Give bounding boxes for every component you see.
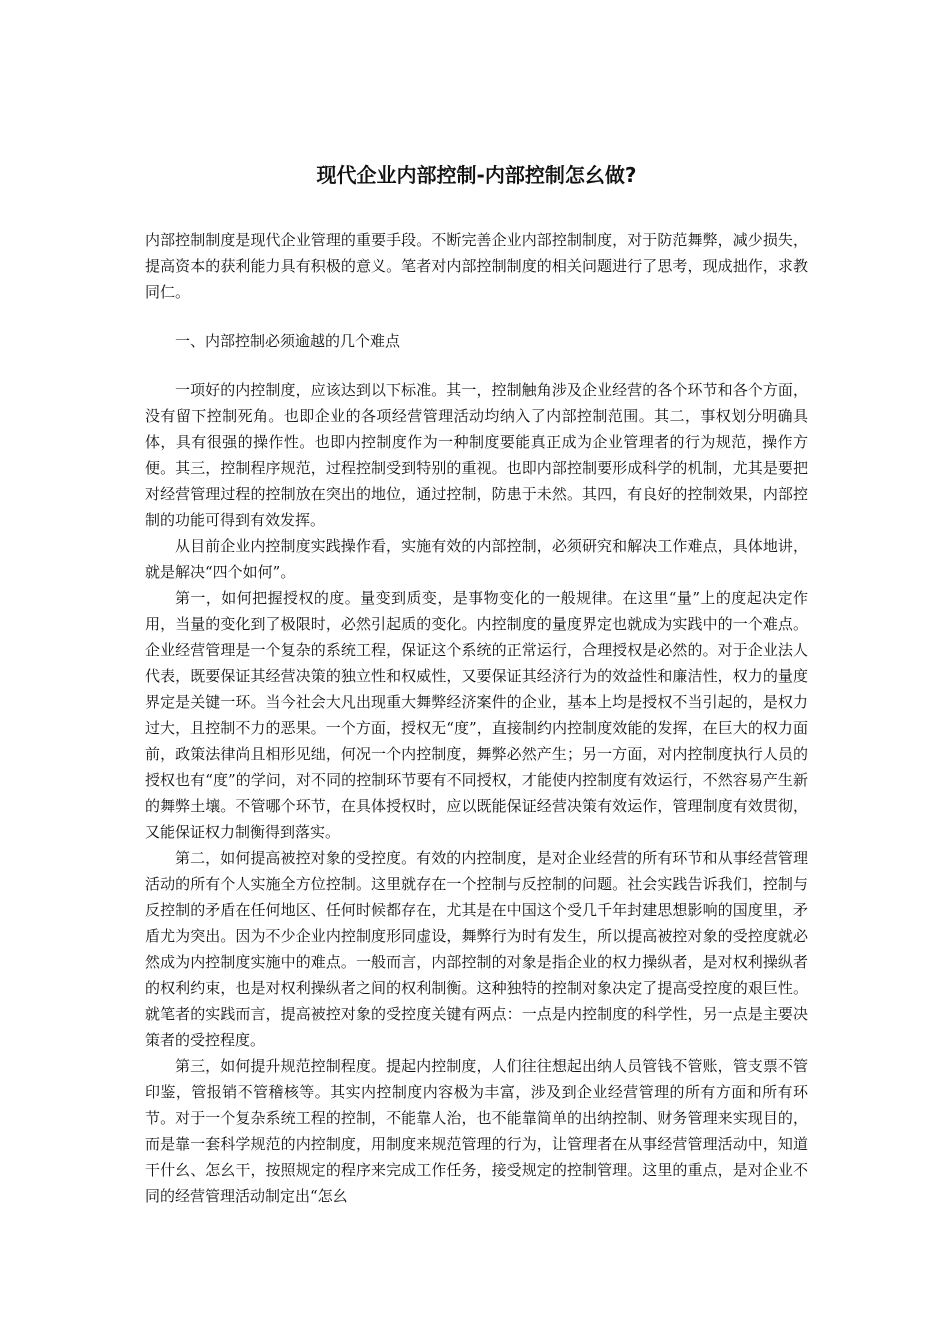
body-paragraph: 第一，如何把握授权的度。量变到质变，是事物变化的一般规律。在这里“量”上的度起决定作用，当量的变化到了极限时，必然引起质的变化。内控制度的量度界定也就成为实践中的一个难点。企业经营管理是一个复杂的系统工程，保证这个系统的正常运行，合理授权是必然的。对于企业法人代表，既要保证其经营决策的独立性和权威性，又要保证其经济行为的效益性和廉洁性，权力的量度界定是关键一环。当今社会大凡出现重大舞弊经济案件的企业，基本上均是授权不当引起的，是权力过大，且控制不力的恶果。一个方面，授权无“度”，直接制约内控制度效能的发挥，在巨大的权力面前，政策法律尚且相形见绌，何况一个内控制度，舞弊必然产生；另一方面，对内控制度执行人员的授权也有“度”的学问，对不同的控制环节要有不同授权，才能使内控制度有效运行，不然容易产生新的舞弊土壤。不管哪个环节，在具体授权时，应以既能保证经营决策有效运作，管理制度有效贯彻，又能保证权力制衡得到落实。 bbox=[145, 589, 808, 841]
body-paragraph: 第三，如何提升规范控制程度。提起内控制度，人们往往想起出纳人员管钱不管账，管支票不管印鉴，管报销不管稽核等。其实内控制度内容极为丰富，涉及到企业经营管理的所有方面和所有环节。对于一个复杂系统工程的控制，不能靠人治，也不能靠简单的出纳控制、财务管理来实现目的，而是靠一套科学规范的内控制度，用制度来规范管理的行为，让管理者在从事经营管理活动中，知道干什幺、怎幺干，按照规定的程序来完成工作任务，接受规定的控制管理。这里的重点，是对企业不同的经营管理活动制定出“怎幺 bbox=[145, 1057, 808, 1205]
section-heading: 一、内部控制必须逾越的几个难点 bbox=[175, 332, 401, 350]
body-paragraph: 一项好的内控制度，应该达到以下标准。其一，控制触角涉及企业经营的各个环节和各个方面，没有留下控制死角。也即企业的各项经营管理活动均纳入了内部控制范围。其二，事权划分明确具体，具有很强的操作性。也即内控制度作为一种制度要能真正成为企业管理者的行为规范，操作方便。其三，控制程序规范，过程控制受到特别的重视。也即内部控制要形成科学的机制，尤其是要把对经营管理过程的控制放在突出的地位，通过控制，防患于未然。其四，有良好的控制效果，内部控制的功能可得到有效发挥。 bbox=[145, 381, 808, 529]
body-paragraph: 从目前企业内控制度实践操作看，实施有效的内部控制，必须研究和解决工作难点，具体地讲，就是解决“四个如何”。 bbox=[145, 537, 808, 581]
page-title: 现代企业内部控制-内部控制怎幺做? bbox=[316, 163, 637, 187]
body-paragraph: 第二，如何提高被控对象的受控度。有效的内控制度，是对企业经营的所有环节和从事经营管理活动的所有个人实施全方位控制。这里就存在一个控制与反控制的问题。社会实践告诉我们，控制与反控制的矛盾在任何地区、任何时候都存在，尤其是在中国这个受几千年封建思想影响的国度里，矛盾尤为突出。因为不少企业内控制度形同虚设，舞弊行为时有发生，所以提高被控对象的受控度就必然成为内控制度实施中的难点。一般而言，内部控制的对象是指企业的权力操纵者，是对权利操纵者的权利约束，也是对权利操纵者之间的权利制衡。这种独特的控制对象决定了提高受控度的艰巨性。就笔者的实践而言，提高被控对象的受控度关键有两点：一点是内控制度的科学性，另一点是主要决策者的受控程度。 bbox=[145, 849, 808, 1049]
document-body bbox=[145, 227, 808, 1209]
intro-paragraph: 内部控制制度是现代企业管理的重要手段。不断完善企业内部控制制度，对于防范舞弊，减少损失，提高资本的获利能力具有积极的意义。笔者对内部控制制度的相关问题进行了思考，现成拙作，求教同仁。 bbox=[145, 231, 808, 301]
